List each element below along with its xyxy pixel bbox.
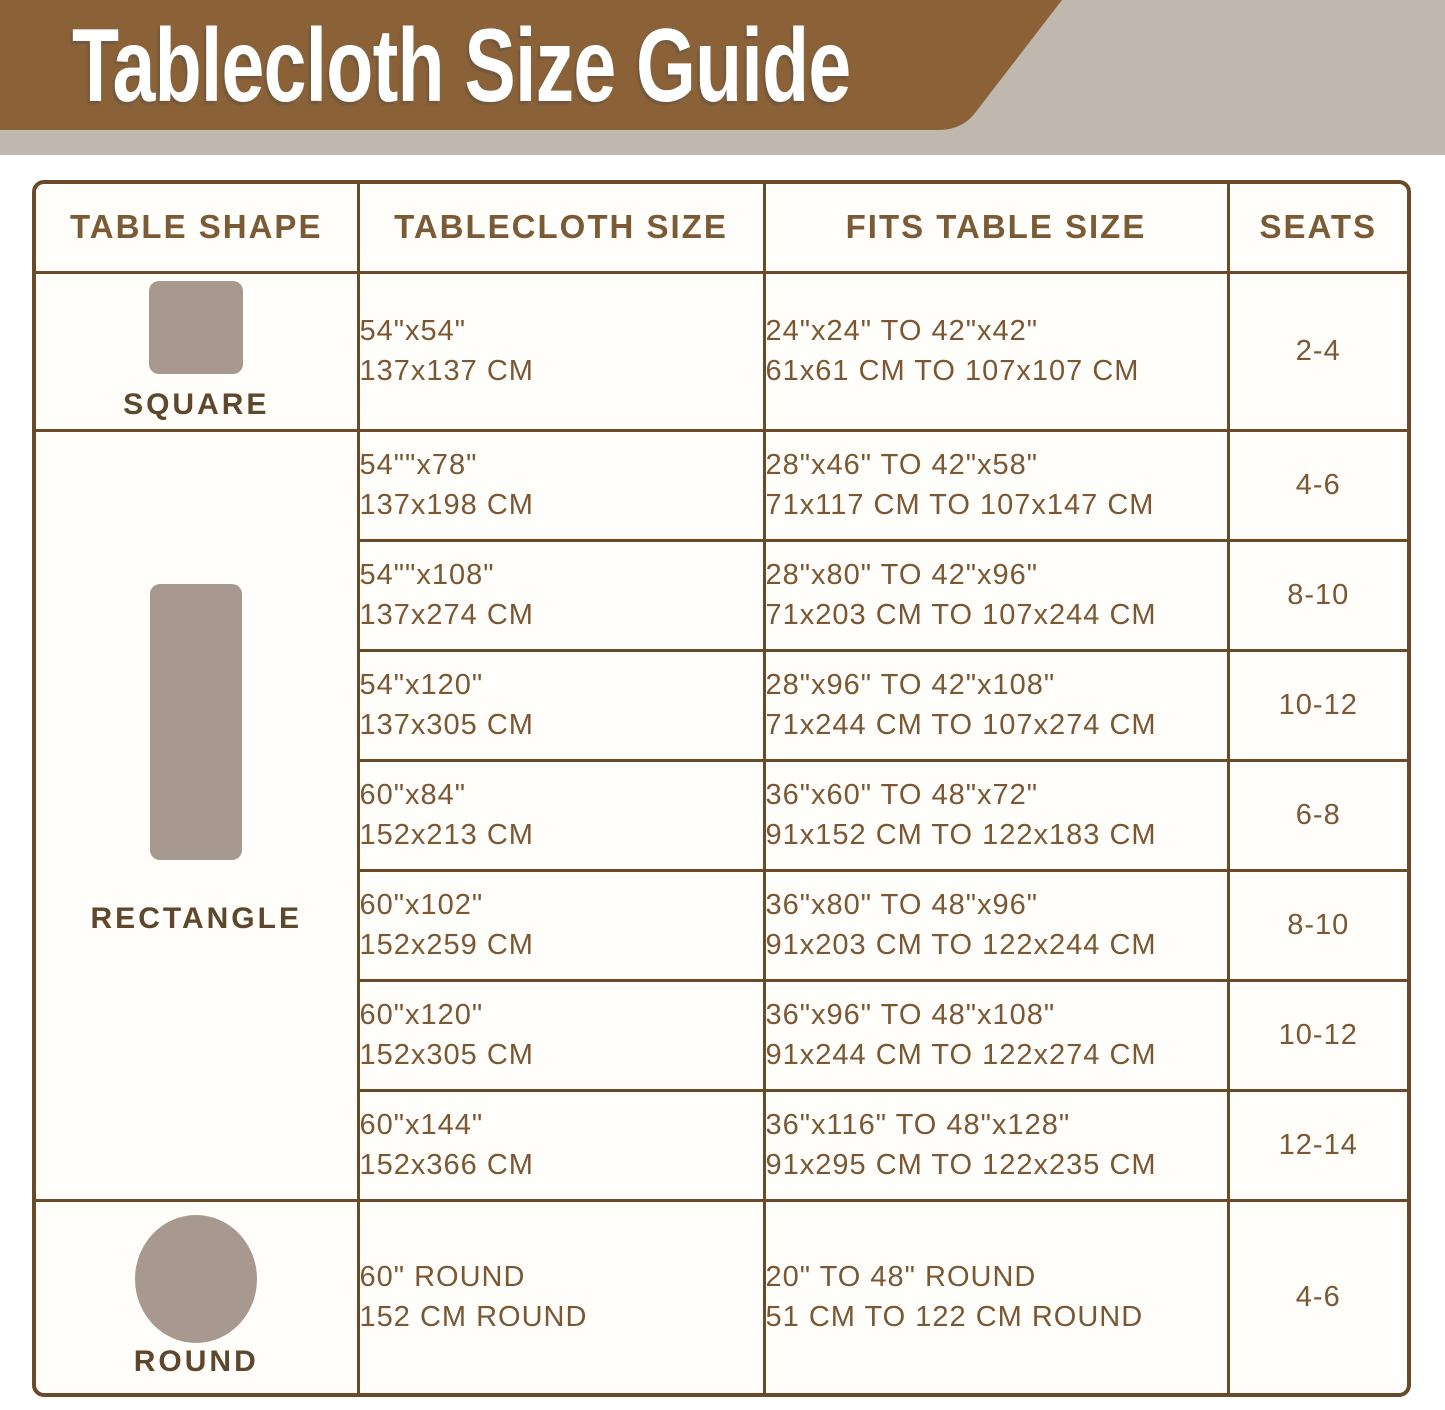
seats-cell: 6-8 — [1228, 760, 1407, 870]
header-seats: SEATS — [1228, 184, 1407, 272]
header-fits-table-size: FITS TABLE SIZE — [764, 184, 1228, 272]
table-row — [36, 272, 1407, 430]
fits-cm: 61x61 CM TO 107x107 CM — [765, 355, 1140, 387]
shape-label-square: SQUARE — [123, 387, 270, 421]
page-title: Tablecloth Size Guide — [72, 7, 851, 124]
rectangle-shape-icon — [150, 584, 242, 860]
shape-label-round: ROUND — [133, 1345, 259, 1379]
seats-cell: 10-12 — [1228, 650, 1407, 760]
tablecloth-size-cell — [358, 272, 764, 430]
size-cm: 152 CM ROUND — [359, 1301, 588, 1334]
fits-inches: 24"x24" TO 42"x42" — [765, 315, 1039, 347]
header-tablecloth-size: TABLECLOTH SIZE — [358, 184, 764, 272]
fits-table-size-cell — [764, 650, 1228, 760]
size-cm: 137x137 CM — [359, 355, 534, 387]
fits-cm: 91x152 CM TO 122x183 CM — [765, 819, 1157, 851]
seats-cell: 8-10 — [1228, 540, 1407, 650]
fits-cm: 91x295 CM TO 122x235 CM — [765, 1149, 1157, 1181]
shape-cell-square — [36, 272, 358, 430]
fits-table-size-cell — [764, 272, 1228, 430]
size-cm: 152x366 CM — [359, 1149, 534, 1181]
fits-cm: 51 CM TO 122 CM ROUND — [765, 1301, 1144, 1334]
seats-cell: 10-12 — [1228, 980, 1407, 1090]
fits-table-size-cell — [764, 430, 1228, 540]
tablecloth-size-cell — [358, 1090, 764, 1200]
shape-label-rectangle: RECTANGLE — [90, 902, 302, 935]
size-cm: 137x274 CM — [359, 599, 534, 631]
size-cm: 152x213 CM — [359, 819, 534, 851]
size-inches: 54""x78" — [359, 449, 478, 481]
fits-inches: 36"x96" TO 48"x108" — [765, 999, 1056, 1031]
fits-inches: 28"x46" TO 42"x58" — [765, 449, 1039, 481]
header-table-shape: TABLE SHAPE — [36, 184, 358, 272]
table-row — [36, 430, 1407, 540]
fits-inches: 36"x116" TO 48"x128" — [765, 1109, 1071, 1141]
size-inches: 60" ROUND — [359, 1261, 526, 1294]
size-inches: 54"x120" — [359, 669, 484, 701]
seats-cell: 12-14 — [1228, 1090, 1407, 1200]
size-inches: 60"x144" — [359, 1109, 484, 1141]
tablecloth-size-cell — [358, 650, 764, 760]
fits-table-size-cell — [764, 980, 1228, 1090]
size-inches: 60"x102" — [359, 889, 484, 921]
tablecloth-size-cell — [358, 980, 764, 1090]
seats-cell: 4-6 — [1228, 430, 1407, 540]
seats-cell: 4-6 — [1228, 1200, 1407, 1393]
fits-inches: 28"x96" TO 42"x108" — [765, 669, 1056, 701]
tablecloth-size-cell — [358, 540, 764, 650]
tablecloth-size-cell — [358, 1200, 764, 1393]
fits-table-size-cell — [764, 870, 1228, 980]
size-inches: 54""x108" — [359, 559, 495, 591]
tablecloth-size-table — [36, 184, 1407, 1393]
tablecloth-size-cell — [358, 870, 764, 980]
fits-table-size-cell — [764, 1090, 1228, 1200]
fits-inches: 36"x60" TO 48"x72" — [765, 779, 1039, 811]
size-cm: 137x198 CM — [359, 489, 534, 521]
size-inches: 60"x120" — [359, 999, 484, 1031]
fits-cm: 71x244 CM TO 107x274 CM — [765, 709, 1157, 741]
size-inches: 54"x54" — [359, 315, 467, 347]
size-inches: 60"x84" — [359, 779, 467, 811]
fits-inches: 28"x80" TO 42"x96" — [765, 559, 1039, 591]
round-shape-icon — [135, 1215, 257, 1343]
fits-cm: 71x117 CM TO 107x147 CM — [765, 489, 1155, 521]
fits-table-size-cell — [764, 760, 1228, 870]
square-shape-icon — [149, 281, 243, 374]
fits-table-size-cell — [764, 540, 1228, 650]
fits-cm: 71x203 CM TO 107x244 CM — [765, 599, 1157, 631]
header-row — [36, 184, 1407, 272]
shape-cell-rectangle — [36, 430, 358, 1200]
table-row — [36, 1200, 1407, 1393]
fits-inches: 20" TO 48" ROUND — [765, 1261, 1037, 1294]
seats-cell: 2-4 — [1228, 272, 1407, 430]
size-cm: 152x305 CM — [359, 1039, 534, 1071]
shape-cell-round — [36, 1200, 358, 1393]
tablecloth-size-cell — [358, 430, 764, 540]
size-guide-table — [32, 180, 1411, 1397]
fits-cm: 91x244 CM TO 122x274 CM — [765, 1039, 1157, 1071]
size-cm: 137x305 CM — [359, 709, 534, 741]
size-cm: 152x259 CM — [359, 929, 534, 961]
fits-table-size-cell — [764, 1200, 1228, 1393]
fits-inches: 36"x80" TO 48"x96" — [765, 889, 1039, 921]
tablecloth-size-cell — [358, 760, 764, 870]
fits-cm: 91x203 CM TO 122x244 CM — [765, 929, 1157, 961]
seats-cell: 8-10 — [1228, 870, 1407, 980]
